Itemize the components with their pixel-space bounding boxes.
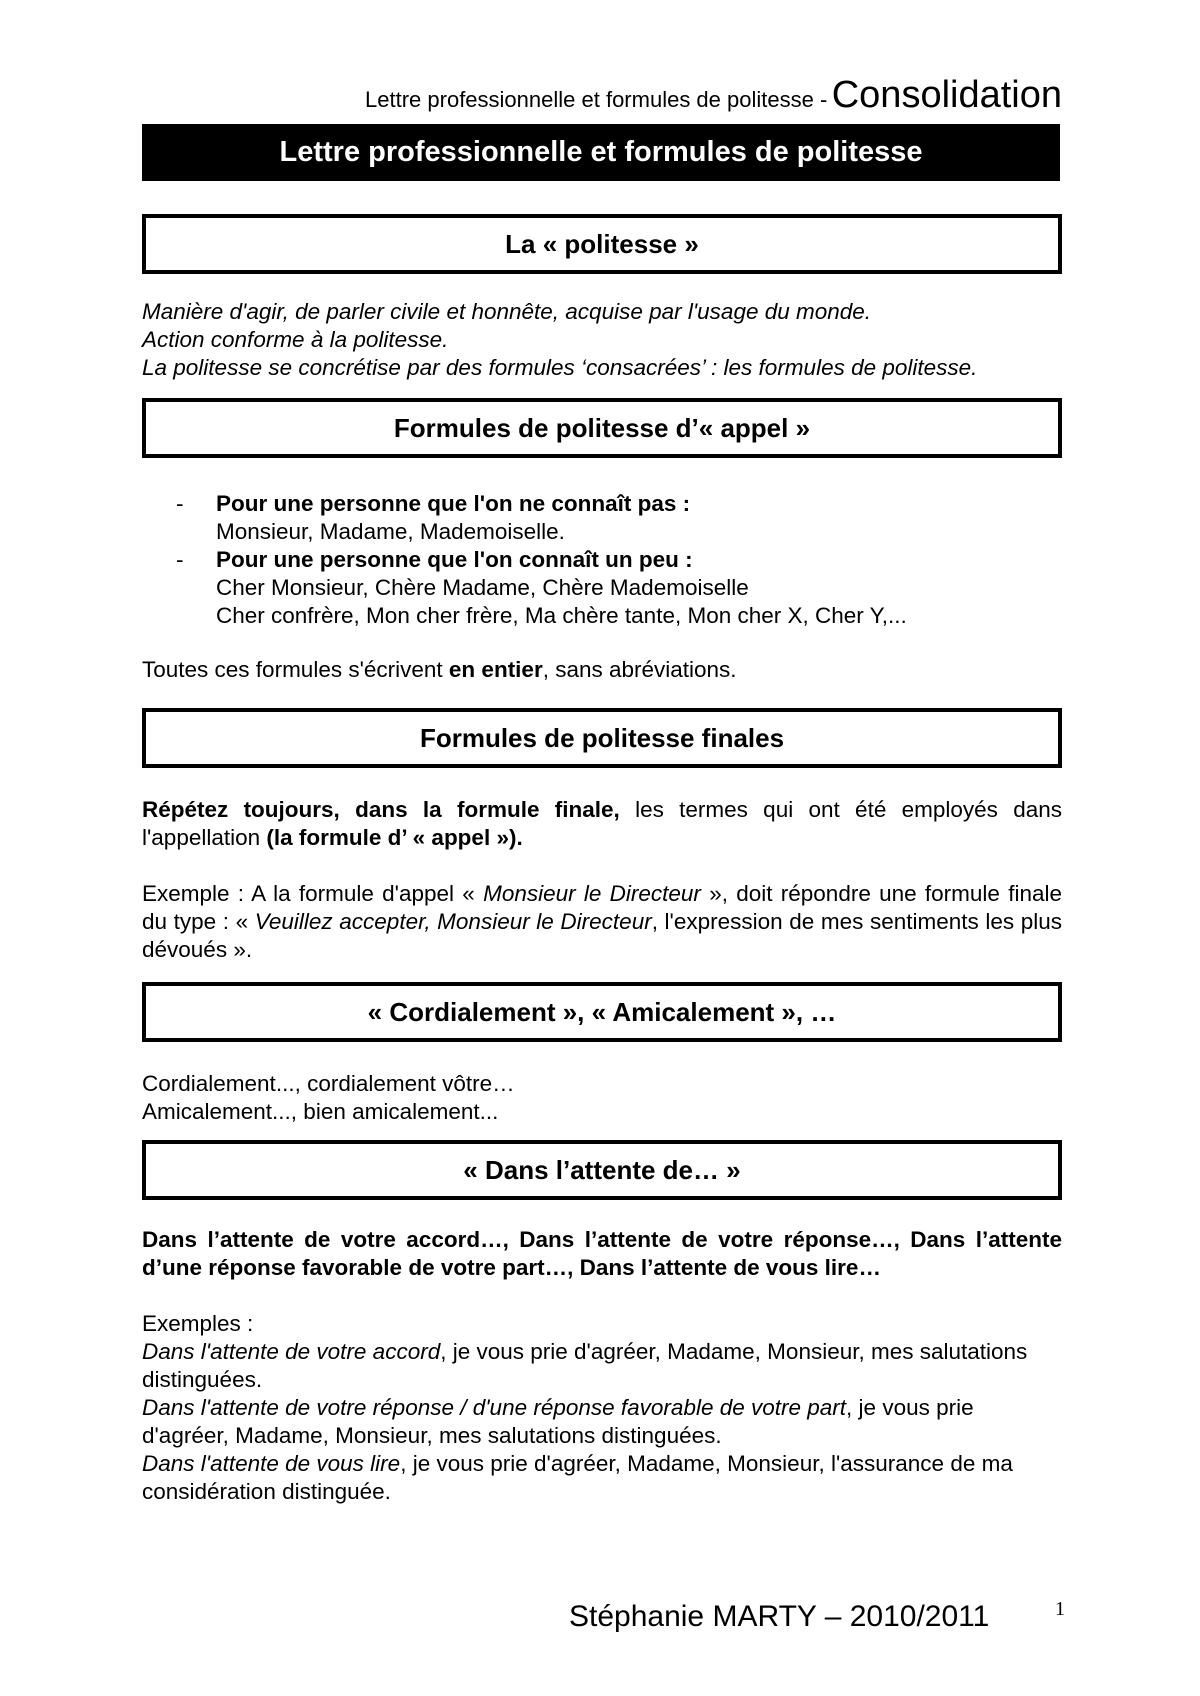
note-text: , sans abréviations. xyxy=(542,657,737,682)
header-prefix: Lettre professionnelle et formules de politesse - xyxy=(365,87,828,112)
example-item xyxy=(142,1338,1062,1394)
bullet-dash: - xyxy=(176,547,184,572)
example-quote: Dans l'attente de vous lire xyxy=(142,1451,401,1476)
section-heading-appel: Formules de politesse d’« appel » xyxy=(142,398,1062,458)
bullet-title: Pour une personne que l'on connaît un peu : xyxy=(216,547,693,572)
list-item xyxy=(176,546,1056,630)
footer-author: Stéphanie MARTY – 2010/2011 xyxy=(569,1600,990,1633)
attente-examples xyxy=(142,1310,1062,1506)
attente-formulas: Dans l’attente de votre accord…, Dans l’attente de votre réponse…, Dans l’attente d’une réponse favorable de votre part…, Dans l’attente de vous lire… xyxy=(142,1227,1062,1280)
note-emphasis: en entier xyxy=(448,657,543,682)
appel-bullet-list xyxy=(176,490,1056,630)
appel-note xyxy=(142,656,1062,684)
example-text: , je vous prie d'agréer, Madame, Monsieur, mes salutations distinguées. xyxy=(142,1339,1028,1392)
section-heading-attente: « Dans l’attente de… » xyxy=(142,1140,1062,1200)
cordialement-line: Amicalement..., bien amicalement... xyxy=(142,1099,499,1124)
examples-label: Exemples : xyxy=(142,1311,254,1336)
page-number: 1 xyxy=(1055,1598,1065,1620)
example-item xyxy=(142,1450,1062,1506)
section-heading-cordialement: « Cordialement », « Amicalement », … xyxy=(142,982,1062,1042)
finales-emphasis: Répétez toujours, dans la formule finale, xyxy=(142,797,620,822)
politesse-definition xyxy=(142,298,1062,382)
example-text: », doit répondre une formule finale du type : « xyxy=(142,881,1062,934)
bullet-dash: - xyxy=(176,491,184,516)
note-text: Toutes ces formules s'écrivent xyxy=(142,657,449,682)
example-quote: Dans l'attente de votre réponse / d'une réponse favorable de votre part xyxy=(142,1395,847,1420)
bullet-title: Pour une personne que l'on ne connaît pas : xyxy=(216,491,691,516)
politesse-line-3: La politesse se concrétise par des formules ‘consacrées’ : les formules de politesse. xyxy=(142,355,978,380)
header-suffix: Consolidation xyxy=(831,74,1062,116)
politesse-line-1: Manière d'agir, de parler civile et honnête, acquise par l'usage du monde. xyxy=(142,299,872,324)
finales-example xyxy=(142,880,1062,964)
example-quote: Veuillez accepter, Monsieur le Directeur xyxy=(254,909,652,934)
example-text: Exemple : A la formule d'appel « xyxy=(142,881,484,906)
example-item xyxy=(142,1394,1062,1450)
example-quote: Dans l'attente de votre accord xyxy=(142,1339,441,1364)
example-text: , je vous prie d'agréer, Madame, Monsieur, l'assurance de ma considération distinguée. xyxy=(142,1451,1013,1504)
running-header xyxy=(365,74,1062,117)
document-title: Lettre professionnelle et formules de politesse xyxy=(142,124,1060,181)
section-heading-finales: Formules de politesse finales xyxy=(142,708,1062,768)
bullet-line: Cher confrère, Mon cher frère, Ma chère tante, Mon cher X, Cher Y,... xyxy=(216,603,907,628)
finales-text: les termes qui ont été employés dans l'appellation xyxy=(142,797,1063,850)
finales-emphasis: (la formule d’ « appel »). xyxy=(266,825,523,850)
politesse-line-2: Action conforme à la politesse. xyxy=(142,327,449,352)
finales-paragraph xyxy=(142,796,1062,852)
example-text: , je vous prie d'agréer, Madame, Monsieur, mes salutations distinguées. xyxy=(142,1395,974,1448)
list-item xyxy=(176,490,1056,546)
bullet-line: Cher Monsieur, Chère Madame, Chère Mademoiselle xyxy=(216,575,749,600)
bullet-line: Monsieur, Madame, Mademoiselle. xyxy=(216,519,565,544)
example-quote: Monsieur le Directeur xyxy=(483,881,701,906)
cordialement-line: Cordialement..., cordialement vôtre… xyxy=(142,1071,515,1096)
example-text: , l'expression de mes sentiments les plus dévoués ». xyxy=(142,909,1063,962)
cordialement-list xyxy=(142,1070,1062,1126)
section-heading-politesse: La « politesse » xyxy=(142,214,1062,274)
